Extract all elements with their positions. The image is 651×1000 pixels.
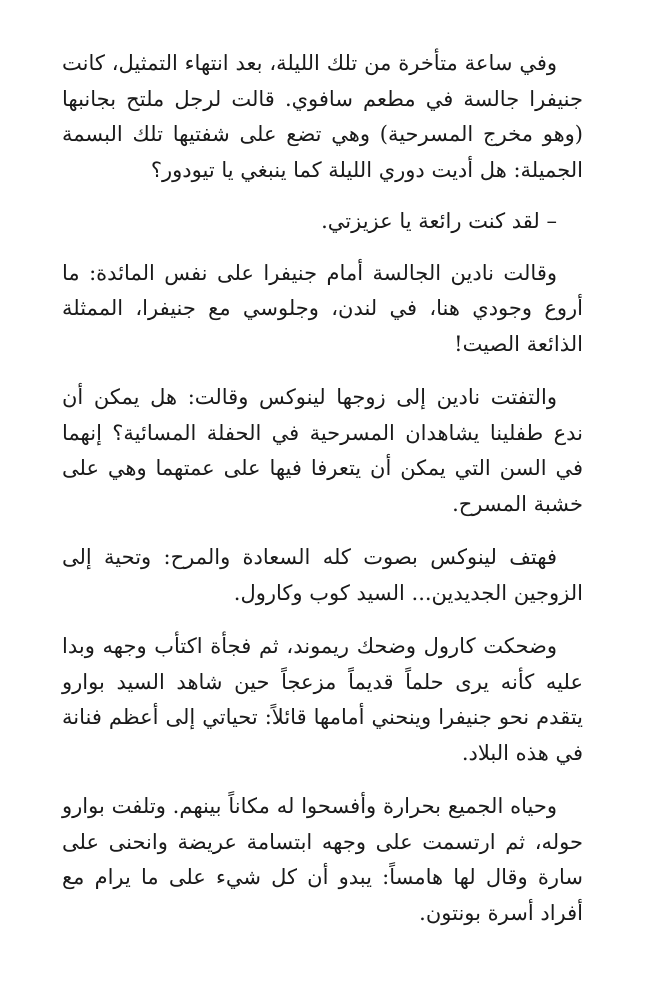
paragraph-4: والتفتت نادين إلى زوجها لينوكس وقالت: هل يمكن أن ندع طفلينا يشاهدان المسرحية في الحفلة المسائية؟ إنهما في السن التي يمكن أن يتعرفا فيها على عمتهما وهي على خشبة المسرح. xyxy=(62,385,583,516)
paragraph-1: وفي ساعة متأخرة من تلك الليلة، بعد انتهاء التمثيل، كانت جنيفرا جالسة في مطعم سافوي. قالت لرجل ملتح بجانبها (وهو مخرج المسرحية) وهي تضع على شفتيها تلك البسمة الجميلة: هل أديت دوري الليلة كما ينبغي يا تيودور؟ xyxy=(62,51,583,182)
paragraph-7: وحياه الجميع بحرارة وأفسحوا له مكاناً بينهم. وتلفت بوارو حوله، ثم ارتسمت على وجهه ابتسامة عريضة وانحنى على سارة وقال لها هامساً: يبدو أن كل شيء على ما يرام مع أفراد أسرة بونتون. xyxy=(62,794,583,925)
paragraph-5: فهتف لينوكس بصوت كله السعادة والمرح: وتحية إلى الزوجين الجديدين... السيد كوب وكارول. xyxy=(62,545,583,605)
paragraph-3: وقالت نادين الجالسة أمام جنيفرا على نفس المائدة: ما أروع وجودي هنا، في لندن، وجلوسي مع جنيفرا، الممثلة الذائعة الصيت! xyxy=(62,260,583,356)
paragraph-6: وضحكت كارول وضحك ريموند، ثم فجأة اكتأب وجهه وبدا عليه كأنه يرى حلماً قديماً مزعجاً حين شاهد السيد بوارو يتقدم نحو جنيفرا وينحني أمامها قائلاً: تحياتي إلى أعظم فنانة في هذه البلاد. xyxy=(62,634,583,765)
paragraph-2: – لقد كنت رائعة يا عزيزتي. xyxy=(321,209,557,233)
